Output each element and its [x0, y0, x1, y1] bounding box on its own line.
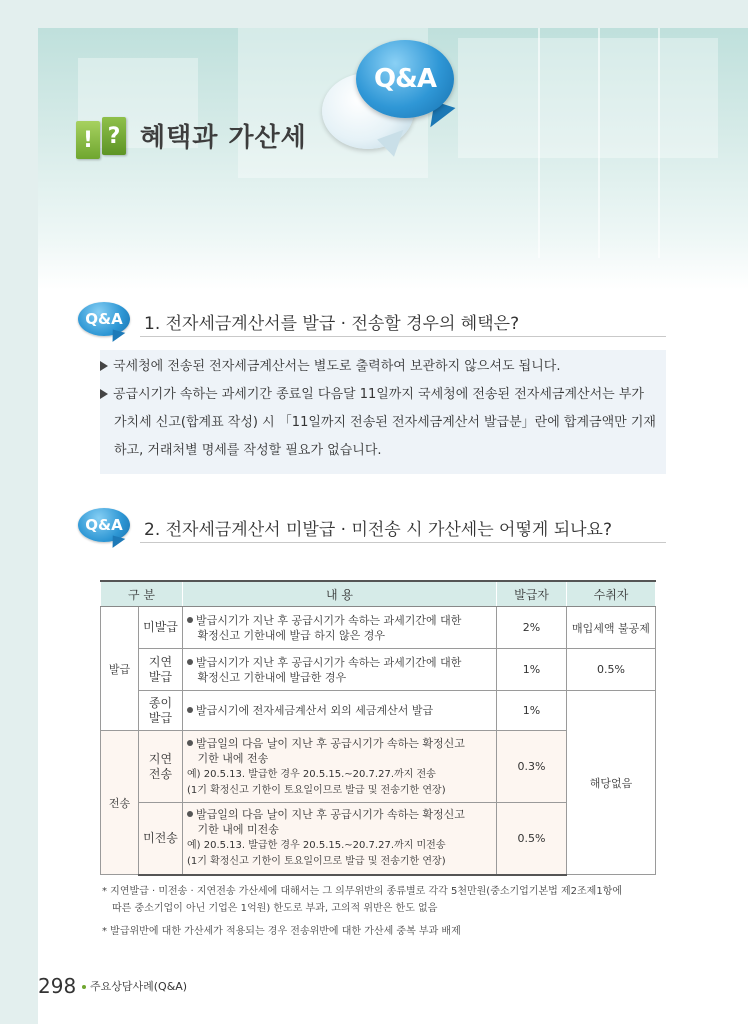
table-row [101, 607, 656, 649]
row-issuer-rate: 1% [497, 691, 567, 731]
qa-speech-bubble [356, 40, 454, 118]
row-issuer-rate: 1% [497, 649, 567, 691]
header-line [658, 28, 660, 258]
page-title: 혜택과 가산세 [140, 123, 307, 153]
bullet-icon [187, 811, 193, 817]
exclamation-question-icon [76, 117, 128, 159]
row-payee-rate: 매입세액 불공제 [567, 607, 656, 649]
row-sub-label: 종이 발급 [139, 691, 183, 731]
row-content: 발급일의 다음 날이 지난 후 공급시기가 속하는 확정신고 기한 내에 미전송 예) 20.5.13. 발급한 경우 20.5.15.~20.7.27.까지 미전송 (1기 확정신고 기한이 토요일이므로 발급 및 전송기한 연장) [183, 803, 497, 875]
question-block: ? [102, 117, 126, 155]
footnote: 따른 중소기업이 아닌 기업은 1억원) 한도로 부과, 고의적 위반은 한도 없음 [112, 903, 438, 914]
row-sub-label: 미전송 [139, 803, 183, 875]
row-payee-rate: 해당없음 [567, 691, 656, 875]
question-2-rule [140, 542, 666, 543]
answer-line: 국세청에 전송된 전자세금계산서는 별도로 출력하여 보관하지 않으셔도 됩니다. [100, 357, 560, 377]
row-issuer-rate: 2% [497, 607, 567, 649]
answer-line: 공급시기가 속하는 과세기간 종료일 다음달 11일까지 국세청에 전송된 전자세금계산서는 부가 [100, 385, 644, 405]
bullet-icon [187, 740, 193, 746]
triangle-bullet-icon [100, 389, 108, 399]
exclamation-block: ! [76, 121, 100, 159]
footnote: * 발급위반에 대한 가산세가 적용되는 경우 전송위반에 대한 가산세 중복 부과 배제 [102, 926, 461, 937]
header-issuer: 발급자 [497, 581, 567, 607]
row-content: 발급시기에 전자세금계산서 외의 세금계산서 발급 [183, 691, 497, 731]
row-sub-label: 지연 전송 [139, 731, 183, 803]
row-sub-label: 지연 발급 [139, 649, 183, 691]
triangle-bullet-icon [100, 361, 108, 371]
footer-dot-icon [82, 985, 86, 989]
group-send: 전송 [101, 731, 139, 875]
question-2-title: 2. 전자세금계산서 미발급 · 미전송 시 가산세는 어떻게 되나요? [144, 520, 613, 540]
row-content: 발급시기가 지난 후 공급시기가 속하는 과세기간에 대한 확정신고 기한내에 발급한 경우 [183, 649, 497, 691]
answer-line: 하고, 거래처별 명세를 작성할 필요가 없습니다. [114, 443, 382, 458]
answer-line: 가치세 신고(합계표 작성) 시 「11일까지 전송된 전자세금계산서 발급분」란에 합계금액만 기재 [114, 415, 656, 430]
bullet-icon [187, 617, 193, 623]
row-content: 발급일의 다음 날이 지난 후 공급시기가 속하는 확정신고 기한 내에 전송 예) 20.5.13. 발급한 경우 20.5.15.~20.7.27.까지 전송 (1기 확정신고 기한이 토요일이므로 발급 및 전송기한 연장) [183, 731, 497, 803]
bullet-icon [187, 707, 193, 713]
qa-badge-1: Q&A [78, 302, 130, 336]
header-line [538, 28, 540, 258]
qa-badge-2: Q&A [78, 508, 130, 542]
footer-section: 주요상담사례(Q&A) [90, 980, 188, 993]
top-strip [0, 0, 748, 28]
page-number: 298 [38, 974, 77, 998]
left-strip [0, 0, 38, 1024]
question-1-rule [140, 336, 666, 337]
footnote: * 지연발급 · 미전송 · 지연전송 가산세에 대해서는 그 의무위반의 종류별로 각각 5천만원(중소기업기본법 제2조제1항에 [102, 886, 623, 897]
row-issuer-rate: 0.3% [497, 731, 567, 803]
row-issuer-rate: 0.5% [497, 803, 567, 875]
header-glass-panel [458, 38, 718, 158]
header-payee: 수취자 [567, 581, 656, 607]
table-row [101, 649, 656, 691]
row-sub-label: 미발급 [139, 607, 183, 649]
header-content: 내 용 [183, 581, 497, 607]
penalty-table [100, 580, 656, 876]
qa-bubble-text: Q&A [374, 64, 436, 94]
question-1-title: 1. 전자세금계산서를 발급 · 전송할 경우의 혜택은? [144, 314, 520, 334]
table-header-row [101, 581, 656, 607]
row-payee-rate: 0.5% [567, 649, 656, 691]
group-issue: 발급 [101, 607, 139, 731]
header-category: 구 분 [101, 581, 183, 607]
row-content: 발급시기가 지난 후 공급시기가 속하는 과세기간에 대한 확정신고 기한내에 발급 하지 않은 경우 [183, 607, 497, 649]
bullet-icon [187, 659, 193, 665]
table-row [101, 691, 656, 731]
header-line [598, 28, 600, 258]
